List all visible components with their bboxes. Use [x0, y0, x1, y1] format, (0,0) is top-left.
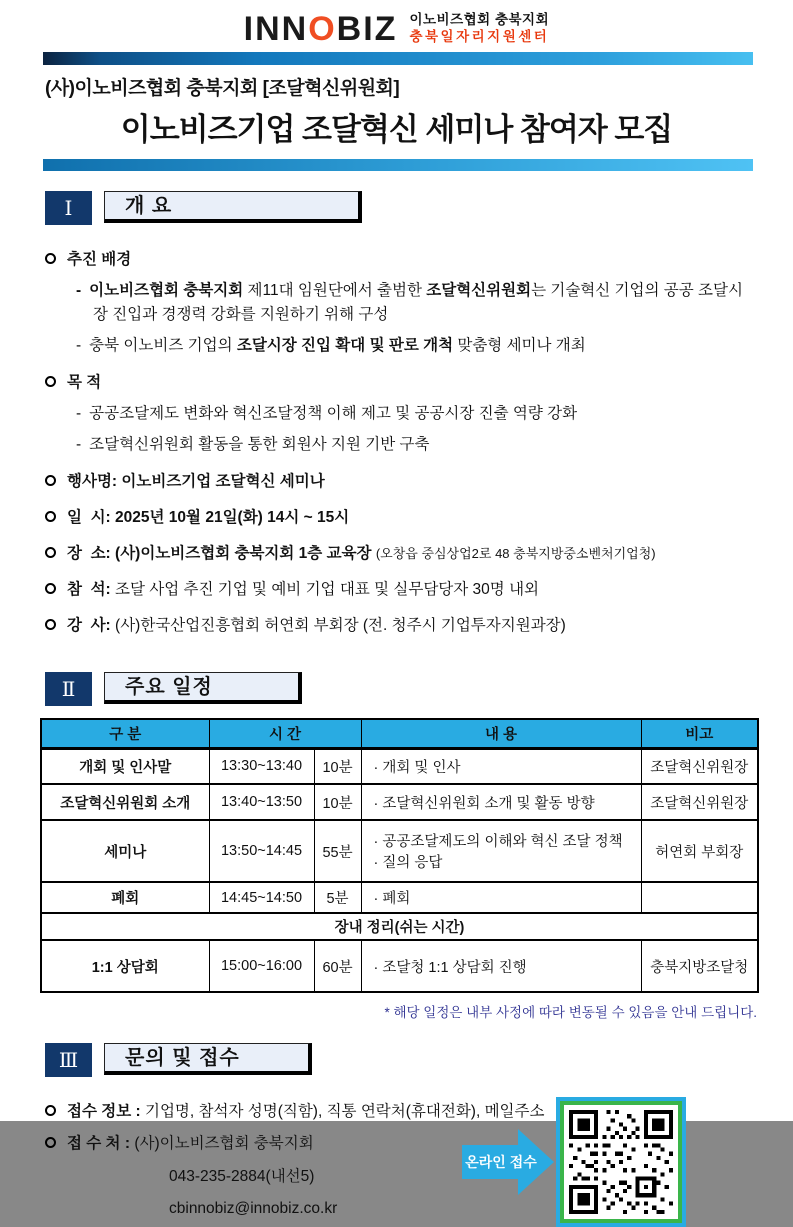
item-value: (사)한국산업진흥협회 허연회 부회장 (전. 청주시 기업투자지원과장) — [115, 617, 566, 635]
item-note: (오창읍 중심상업2로 48 충북지방중소벤처기업청) — [375, 546, 656, 562]
list-item — [45, 542, 751, 566]
item-label: 참 석: — [67, 581, 111, 599]
item-label: 접 수 처 — [67, 1135, 121, 1153]
schedule-table — [40, 718, 759, 993]
arrow-label: 온라인 접수 — [465, 1154, 537, 1171]
list-subitem — [76, 402, 751, 426]
text-segment: 이노비즈협회 충북지회 — [89, 282, 244, 300]
content-line: · 질의 응답 — [373, 855, 443, 872]
item-label: 행사명: — [67, 473, 118, 491]
cell-time: 13:50~14:45 — [209, 820, 314, 882]
cell-duration: 60분 — [314, 940, 361, 992]
column-header: 구 분 — [41, 719, 209, 748]
item-value: 기업명, 참석자 성명(직함), 직통 연락처(휴대전화), 메일주소 — [144, 1103, 545, 1121]
circle-bullet-icon — [45, 1137, 56, 1148]
dash-marker: - — [76, 282, 82, 300]
table-row — [41, 784, 758, 820]
cell-duration: 10분 — [314, 784, 361, 820]
circle-bullet-icon — [45, 511, 56, 522]
cell-time: 15:00~16:00 — [209, 940, 314, 992]
list-item — [45, 248, 751, 272]
item-label: 접수 정보 — [67, 1103, 132, 1121]
item-heading: 추진 배경 — [67, 251, 132, 268]
item-heading: 목 적 — [67, 374, 102, 392]
circle-bullet-icon — [45, 583, 56, 594]
logo-caption — [409, 12, 549, 46]
section-schedule-header — [45, 672, 793, 706]
document-title: 이노비즈기업 조달혁신 세미나 참여자 모집 — [120, 112, 673, 147]
section-number-badge: Ⅱ — [45, 672, 92, 706]
text-segment: 조달혁신위원회 활동을 통한 회원사 지원 기반 구축 — [89, 436, 430, 454]
logo — [0, 0, 793, 48]
section-contact-header — [45, 1043, 793, 1077]
cell-content: · 조달청 1:1 상담회 진행 — [361, 940, 641, 992]
list-subitem — [76, 433, 751, 457]
column-header: 내 용 — [361, 719, 641, 748]
brand-text: BIZ — [336, 10, 398, 48]
cell-content: · 폐회 — [361, 882, 641, 913]
circle-bullet-icon — [45, 619, 56, 630]
separator: : — [120, 1135, 135, 1153]
schedule-disclaimer: * 해당 일정은 내부 사정에 따라 변동될 수 있음을 안내 드립니다. — [384, 1005, 757, 1021]
dash-marker: - — [76, 436, 82, 454]
table-row-break — [41, 913, 758, 940]
cell-content — [361, 820, 641, 882]
table-row — [41, 882, 758, 913]
header-gradient-bar-bottom — [43, 159, 753, 171]
cell-note — [641, 882, 758, 913]
cell-time: 13:40~13:50 — [209, 784, 314, 820]
cell-content: · 조달혁신위원회 소개 및 활동 방향 — [361, 784, 641, 820]
dash-marker: - — [76, 337, 82, 355]
cell-duration: 55분 — [314, 820, 361, 882]
section-title: 주요 일정 — [104, 672, 302, 704]
qr-code-border — [560, 1101, 682, 1223]
separator: : — [131, 1103, 145, 1121]
list-subitem — [76, 279, 751, 327]
list-item — [45, 371, 751, 395]
brand-o-letter: O — [308, 10, 337, 48]
qr-code — [569, 1110, 673, 1214]
online-registration-visual — [462, 1097, 686, 1227]
text-segment: 제11대 임원단에서 출범한 — [243, 282, 427, 300]
text-segment: 맞춤형 세미나 개최 — [453, 337, 586, 355]
cell-name: 조달혁신위원회 소개 — [41, 784, 209, 820]
online-registration-arrow — [462, 1125, 554, 1199]
table-row — [41, 940, 758, 992]
list-subitem — [76, 334, 751, 358]
cell-note: 충북지방조달청 — [641, 940, 758, 992]
cell-name: 개회 및 인사말 — [41, 748, 209, 784]
list-item — [45, 506, 751, 530]
circle-bullet-icon — [45, 1105, 56, 1116]
text-segment: 공공조달제도 변화와 혁신조달정책 이해 제고 및 공공시장 진출 역량 강화 — [89, 405, 578, 423]
item-label: 장 소: — [67, 545, 111, 563]
cell-duration: 10분 — [314, 748, 361, 784]
item-value: 조달 사업 추진 기업 및 예비 기업 대표 및 실무담당자 30명 내외 — [115, 581, 540, 599]
contact-phone: 043-235-2884(내선5) — [169, 1167, 315, 1185]
circle-bullet-icon — [45, 475, 56, 486]
cell-time: 13:30~13:40 — [209, 748, 314, 784]
cell-note: 허연회 부회장 — [641, 820, 758, 882]
item-value: (사)이노비즈협회 충북지회 — [134, 1135, 314, 1153]
header-gradient-bar-top — [43, 52, 753, 65]
overview-content — [0, 225, 793, 638]
column-header: 시 간 — [209, 719, 361, 748]
cell-name: 세미나 — [41, 820, 209, 882]
table-row — [41, 820, 758, 882]
section-overview-header — [45, 191, 793, 225]
contact-content — [0, 1077, 793, 1227]
section-title: 문의 및 접수 — [104, 1043, 312, 1075]
list-item — [45, 578, 751, 602]
dash-marker: - — [76, 405, 82, 423]
document-subtitle: (사)이노비즈협회 충북지회 [조달혁신위원회] — [45, 78, 400, 99]
list-item — [45, 614, 751, 638]
text-segment: 는 기술혁신 기업의 공공 조달시장 진입과 경쟁력 강화를 지원하기 위해 구성 — [93, 282, 743, 324]
cell-content: · 개회 및 인사 — [361, 748, 641, 784]
text-segment: 조달혁신위원회 — [426, 282, 532, 300]
cell-note: 조달혁신위원장 — [641, 784, 758, 820]
section-title: 개 요 — [104, 191, 362, 223]
item-label: 강 사: — [67, 617, 111, 635]
circle-bullet-icon — [45, 253, 56, 264]
section-number-badge: Ⅲ — [45, 1043, 92, 1077]
innobiz-logo — [244, 12, 398, 46]
cell-span: 장내 정리(쉬는 시간) — [41, 913, 758, 940]
item-value: (사)이노비즈협회 충북지회 1층 교육장 — [115, 545, 372, 563]
logo-center-name: 충북일자리지원센터 — [409, 29, 550, 44]
table-header-row — [41, 719, 758, 748]
logo-org-name: 이노비즈협회 충북지회 — [409, 12, 550, 28]
item-label: 일 시: — [67, 509, 111, 527]
cell-note: 조달혁신위원장 — [641, 748, 758, 784]
cell-name: 폐회 — [41, 882, 209, 913]
cell-duration: 5분 — [314, 882, 361, 913]
qr-code-frame — [556, 1097, 686, 1227]
text-segment: 조달시장 진입 확대 및 판로 개척 — [236, 337, 454, 355]
contact-email: cbinnobiz@innobiz.co.kr — [169, 1199, 338, 1217]
brand-text: INN — [243, 10, 309, 48]
cell-name: 1:1 상담회 — [41, 940, 209, 992]
text-segment: 충북 이노비즈 기업의 — [89, 337, 237, 355]
column-header: 비고 — [641, 719, 758, 748]
section-number-badge: Ⅰ — [45, 191, 92, 225]
item-value: 이노비즈기업 조달혁신 세미나 — [121, 473, 325, 491]
content-line: · 공공조달제도의 이해와 혁신 조달 정책 — [373, 834, 623, 851]
item-value: 2025년 10월 21일(화) 14시 ~ 15시 — [115, 509, 350, 527]
schedule-table-wrap — [40, 718, 757, 993]
table-row — [41, 748, 758, 784]
circle-bullet-icon — [45, 376, 56, 387]
cell-time: 14:45~14:50 — [209, 882, 314, 913]
circle-bullet-icon — [45, 547, 56, 558]
list-item — [45, 470, 751, 494]
